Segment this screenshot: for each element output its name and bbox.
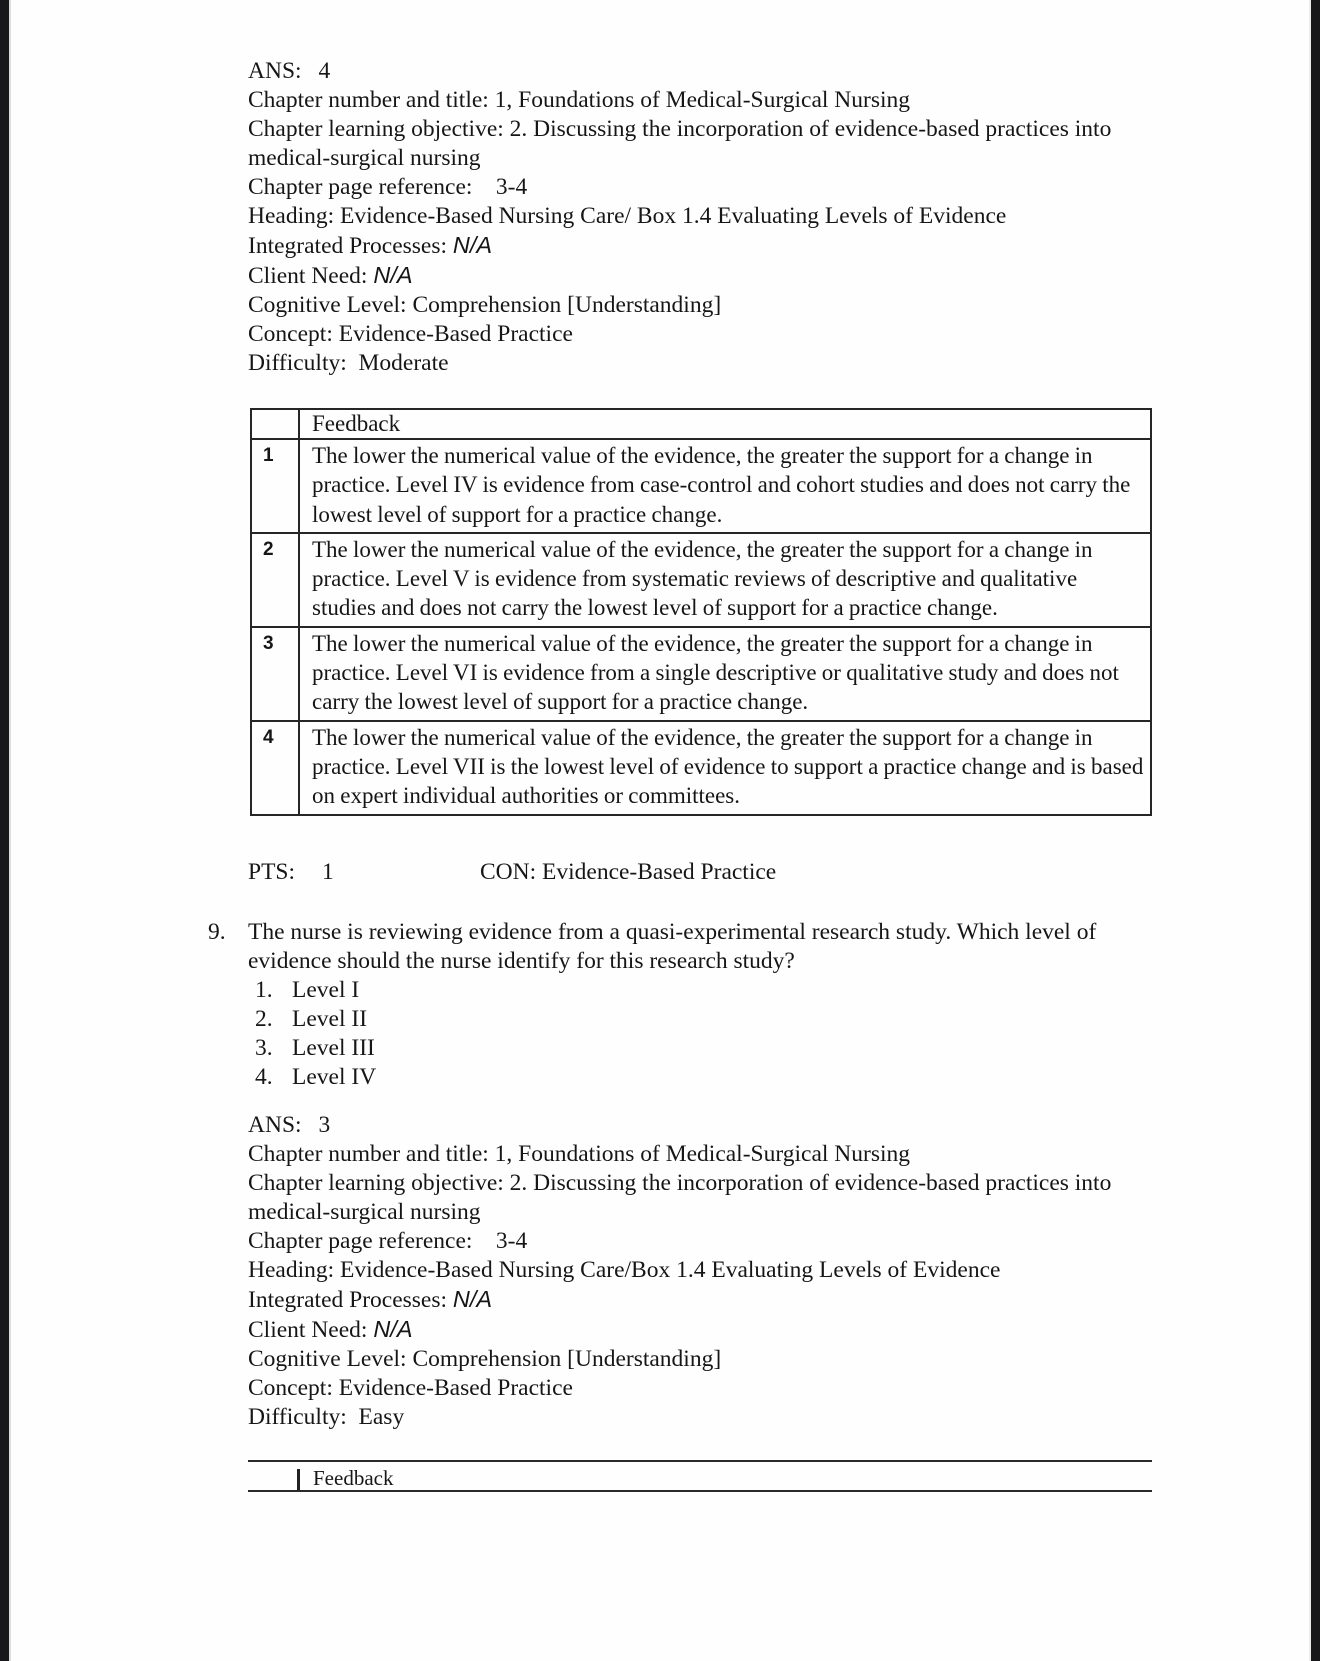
con-label: CON: bbox=[480, 859, 537, 885]
chapter-number-line: Chapter number and title: 1, Foundations of Medical-Surgical Nursing bbox=[248, 87, 911, 113]
chapter-number-line: Chapter number and title: 1, Foundations of Medical-Surgical Nursing bbox=[248, 1141, 911, 1167]
feedback-row-2 bbox=[252, 532, 1150, 626]
option-label: Level III bbox=[292, 1035, 375, 1061]
ans-line bbox=[248, 1111, 1268, 1140]
con-value: Evidence-Based Practice bbox=[542, 859, 777, 885]
integrated-processes-line bbox=[248, 1285, 1268, 1315]
feedback-header-empty-cell bbox=[252, 410, 300, 438]
answer-block-2 bbox=[248, 1111, 1268, 1432]
heading-line: Heading: Evidence-Based Nursing Care/Box 1.4 Evaluating Levels of Evidence bbox=[248, 1257, 1001, 1283]
page-reference-line: Chapter page reference: 3-4 bbox=[248, 1228, 528, 1254]
answer-option-3 bbox=[208, 1034, 1120, 1063]
cognitive-level-line: Cognitive Level: Comprehension [Understanding] bbox=[248, 1346, 722, 1372]
integrated-processes-value: N/A bbox=[452, 1286, 493, 1312]
difficulty-line: Difficulty: Moderate bbox=[248, 350, 449, 376]
heading-line: Heading: Evidence-Based Nursing Care/ Box 1.4 Evaluating Levels of Evidence bbox=[248, 203, 1007, 229]
feedback-table-header-row bbox=[252, 410, 1150, 438]
pts-label: PTS: bbox=[248, 859, 296, 885]
option-label: Level I bbox=[292, 977, 360, 1003]
option-label: Level IV bbox=[292, 1064, 377, 1090]
answer-option-1 bbox=[208, 976, 1120, 1005]
client-need-label: Client Need: bbox=[248, 1317, 374, 1343]
concept-line: Concept: Evidence-Based Practice bbox=[248, 321, 573, 347]
points-line bbox=[248, 858, 948, 887]
right-page-edge bbox=[1309, 0, 1311, 1661]
left-black-bar bbox=[0, 0, 9, 1661]
ans-line bbox=[248, 57, 1268, 86]
answer-option-2 bbox=[208, 1005, 1120, 1034]
cognitive-level-line: Cognitive Level: Comprehension [Understanding] bbox=[248, 292, 722, 318]
learning-objective-line-2: medical-surgical nursing bbox=[248, 1199, 481, 1225]
integrated-processes-label: Integrated Processes: bbox=[248, 233, 453, 259]
learning-objective-line-2: medical-surgical nursing bbox=[248, 145, 481, 171]
feedback-row-number: 2 bbox=[252, 534, 300, 626]
integrated-processes-value: N/A bbox=[452, 232, 493, 258]
question-number: 9. bbox=[208, 919, 226, 945]
left-page-edge bbox=[9, 0, 11, 1661]
feedback-row-text: The lower the numerical value of the evidence, the greater the support for a change in practice. Level VI is evidence from a single descriptive or qualitative study and does not carry the lowest level of support for a practice change. bbox=[312, 630, 1119, 715]
ans-value: 4 bbox=[318, 58, 331, 84]
integrated-processes-label: Integrated Processes: bbox=[248, 1287, 453, 1313]
client-need-value: N/A bbox=[373, 262, 413, 288]
client-need-value: N/A bbox=[373, 1316, 413, 1342]
question-text: The nurse is reviewing evidence from a quasi-experimental research study. Which level of evidence should the nurse identify for this research study? bbox=[248, 919, 1097, 974]
feedback-table bbox=[250, 408, 1152, 816]
ans-value: 3 bbox=[318, 1112, 331, 1138]
feedback-row-text: The lower the numerical value of the evidence, the greater the support for a change in practice. Level VII is the lowest level of evidence to support a practice change and is based on expert individual authorities or committees. bbox=[312, 724, 1144, 809]
learning-objective-line: Chapter learning objective: 2. Discussing the incorporation of evidence-based practices into bbox=[248, 1170, 1112, 1196]
feedback-row-number: 1 bbox=[252, 440, 300, 532]
feedback-row-text: The lower the numerical value of the evidence, the greater the support for a change in practice. Level V is evidence from systematic reviews of descriptive and qualitative studies and does not carry the lowest level of support for a practice change. bbox=[312, 536, 1093, 621]
option-number: 3. bbox=[255, 1035, 273, 1061]
right-black-bar bbox=[1311, 0, 1320, 1661]
feedback-row-4 bbox=[252, 720, 1150, 814]
integrated-processes-line bbox=[248, 231, 1268, 261]
client-need-line bbox=[248, 261, 1268, 291]
question-9 bbox=[208, 918, 1120, 1092]
ans-label: ANS: bbox=[248, 58, 302, 84]
answer-block-1 bbox=[248, 57, 1268, 378]
pts-value: 1 bbox=[322, 859, 334, 885]
learning-objective-line: Chapter learning objective: 2. Discussing the incorporation of evidence-based practices into bbox=[248, 116, 1112, 142]
option-label: Level II bbox=[292, 1006, 368, 1032]
client-need-line bbox=[248, 1315, 1268, 1345]
feedback-header-label: Feedback bbox=[312, 411, 401, 436]
option-number: 1. bbox=[255, 977, 273, 1003]
feedback-table-partial bbox=[248, 1460, 1152, 1492]
question-body bbox=[208, 918, 1120, 976]
feedback-row-number: 4 bbox=[252, 722, 300, 814]
feedback-row-number: 3 bbox=[252, 628, 300, 720]
difficulty-line: Difficulty: Easy bbox=[248, 1404, 405, 1430]
feedback-row-1 bbox=[252, 438, 1150, 532]
feedback-row-3 bbox=[252, 626, 1150, 720]
concept-line: Concept: Evidence-Based Practice bbox=[248, 1375, 573, 1401]
client-need-label: Client Need: bbox=[248, 263, 374, 289]
feedback-header-empty-cell bbox=[248, 1462, 300, 1490]
option-number: 2. bbox=[255, 1006, 273, 1032]
feedback-row-text: The lower the numerical value of the evidence, the greater the support for a change in practice. Level IV is evidence from case-control and cohort studies and does not carry the lowest level of support for a practice change. bbox=[312, 443, 1131, 527]
page-reference-line: Chapter page reference: 3-4 bbox=[248, 174, 528, 200]
feedback-header-label: Feedback bbox=[313, 1466, 394, 1490]
answer-option-4 bbox=[208, 1063, 1120, 1092]
option-number: 4. bbox=[255, 1064, 273, 1090]
ans-label: ANS: bbox=[248, 1112, 302, 1138]
